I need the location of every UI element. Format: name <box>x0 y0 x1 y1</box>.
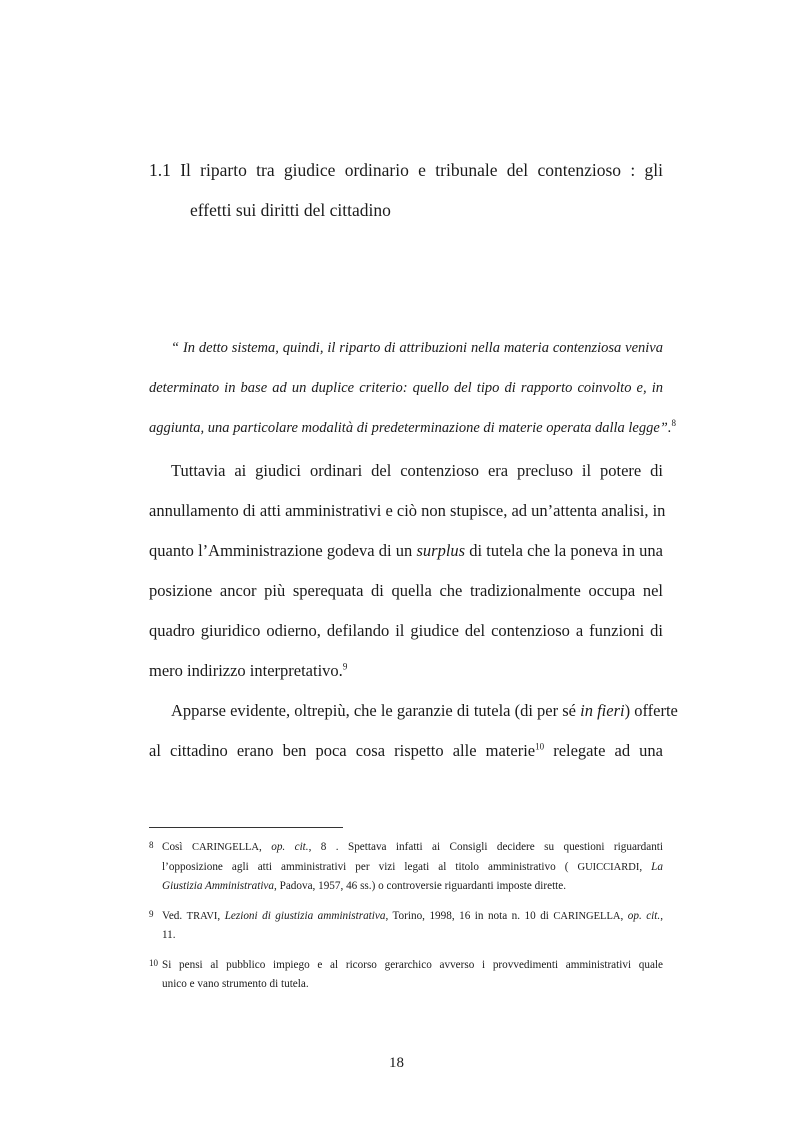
heading-title-part-1: Il riparto tra giudice ordinario e tribunale del contenzioso : gli <box>180 160 664 180</box>
fn8-text: l’opposizione agli atti amministrativi per vizi legati al titolo amministrativo ( <box>162 860 578 873</box>
quote-line-3 <box>149 408 676 448</box>
fn8-text: , Padova, 1957, 46 ss.) o controversie riguardanti imposte dirette. <box>274 880 567 892</box>
p1-l3-italic: surplus <box>416 541 466 560</box>
p2-l2-pre: al cittadino erano ben poca cosa rispetto alle materie <box>149 741 536 760</box>
fn8-text: , <box>639 860 652 873</box>
footnote-9-line-2: 11. <box>162 929 176 941</box>
footnote-8 <box>149 838 663 897</box>
quote-line-3-text: aggiunta, una particolare modalità di predeterminazione di materie operata dalla legge”. <box>149 420 672 436</box>
fn8-italic: op. cit. <box>271 841 309 853</box>
paragraph-1-line-6 <box>149 651 663 691</box>
fn8-text: Così <box>162 841 192 853</box>
footnote-8-line-2 <box>162 858 663 878</box>
paragraph-1-line-5: quadro giuridico odierno, defilando il giudice del contenzioso a funzioni di <box>149 621 663 640</box>
footnote-9-line-1 <box>162 907 663 927</box>
paragraph-2-line-1 <box>149 691 678 731</box>
footnote-ref-8: 8 <box>671 418 676 429</box>
fn9-text: , <box>217 909 225 922</box>
fn9-text: , <box>660 909 663 922</box>
paragraph-2-line-2 <box>149 731 663 771</box>
p1-l3-pre: quanto l’Amministrazione godeva di un <box>149 541 417 560</box>
section-number: 1.1 <box>149 160 171 180</box>
fn9-italic: Lezioni di giustizia amministrativa <box>224 909 386 922</box>
quote-line-1: “ In detto sistema, quindi, il riparto di attribuzioni nella materia contenziosa veniva <box>171 340 663 356</box>
p1-l3-post: di tutela che la poneva in una <box>465 541 664 560</box>
paragraph-1-line-2: annullamento di atti amministrativi e ciò non stupisce, ad un’attenta analisi, in <box>149 501 666 520</box>
fn8-text: , 8 . Spettava infatti ai Consigli decidere su questioni riguardanti <box>308 841 663 853</box>
footnote-ref-9: 9 <box>342 661 348 672</box>
p2-l1-pre: Apparse evidente, oltrepiù, che le garanzie di tutela (di per sé <box>171 701 581 720</box>
footnote-10-line-2: unico e vano strumento di tutela. <box>162 978 309 990</box>
heading-line-2: effetti sui diritti del cittadino <box>190 200 391 220</box>
paragraph-1-line-4: posizione ancor più sperequata di quella che tradizionalmente occupa nel <box>149 581 663 600</box>
footnote-number: 10 <box>149 957 158 968</box>
footnote-separator <box>149 827 343 828</box>
fn8-italic: La <box>651 860 663 873</box>
fn9-author: TRAVI <box>186 910 218 922</box>
p2-l1-post: ) offerte <box>624 701 678 720</box>
fn9-text: , Torino, 1998, 16 in nota n. 10 di <box>385 909 554 922</box>
fn8-author: GUICCIARDI <box>577 861 640 873</box>
footnote-10-line-1: Si pensi al pubblico impiego e al ricorso gerarchico avverso i provvedimenti amministrativi quale <box>162 958 663 971</box>
body-text <box>149 451 678 771</box>
p1-l6-text: mero indirizzo interpretativo. <box>149 661 343 680</box>
footnote-number: 8 <box>149 840 154 850</box>
fn9-italic: op. cit. <box>627 909 661 922</box>
paragraph-1-line-1: Tuttavia ai giudici ordinari del contenzioso era precluso il potere di <box>171 461 663 480</box>
p2-l1-italic: in fieri <box>580 701 625 720</box>
footnote-9 <box>149 907 663 946</box>
footnotes <box>149 838 663 1005</box>
fn9-text: , <box>620 909 628 922</box>
footnote-8-line-1 <box>162 838 663 858</box>
block-quote <box>149 328 676 448</box>
quote-line-2: determinato in base ad un duplice criterio: quello del tipo di rapporto coinvolto e, in <box>149 380 663 396</box>
page-number: 18 <box>389 1055 404 1071</box>
fn9-text: Ved. <box>162 909 187 922</box>
p2-l2-post: relegate ad una <box>544 741 663 760</box>
fn8-author: CARINGELLA <box>191 842 260 853</box>
section-heading <box>149 150 663 230</box>
footnote-10 <box>149 956 663 995</box>
fn8-italic: Giustizia Amministrativa <box>162 880 274 892</box>
fn8-text: , <box>259 841 272 853</box>
footnote-number: 9 <box>149 908 154 919</box>
footnote-8-line-3 <box>162 877 663 897</box>
fn9-author: CARINGELLA <box>553 910 621 922</box>
heading-line-1 <box>149 150 663 190</box>
paragraph-1-line-3 <box>149 531 663 571</box>
footnote-ref-10: 10 <box>535 741 545 752</box>
